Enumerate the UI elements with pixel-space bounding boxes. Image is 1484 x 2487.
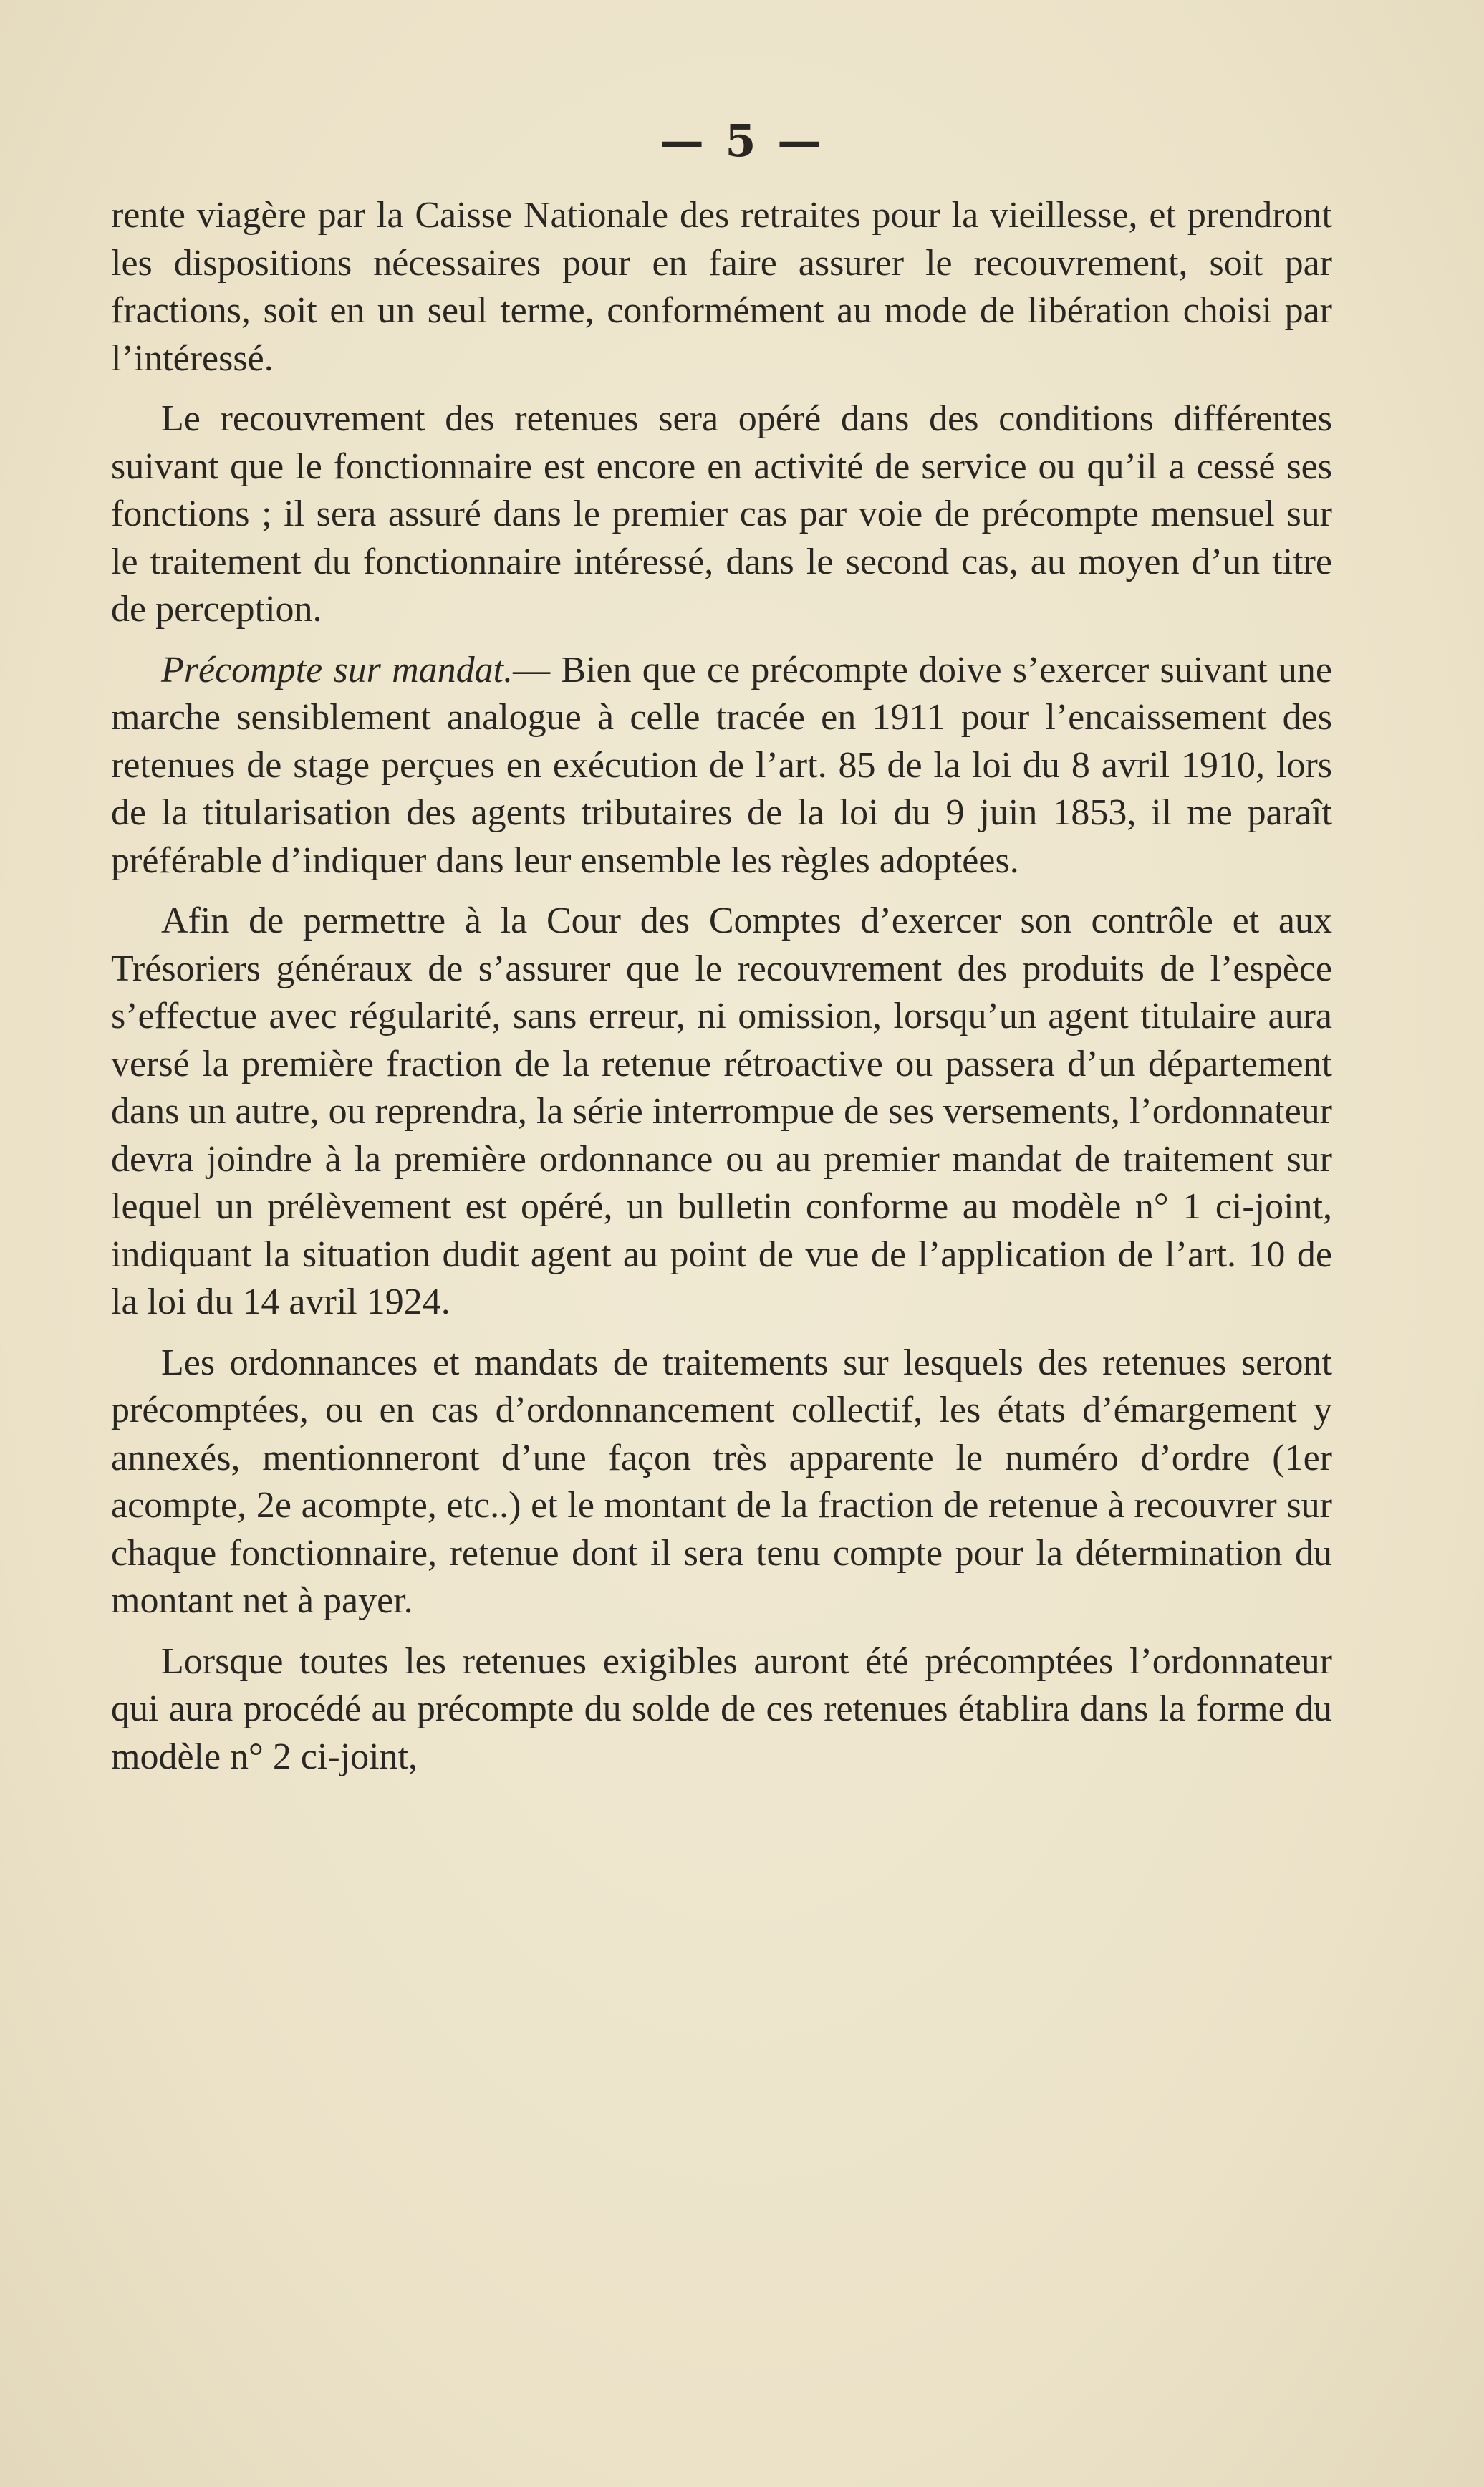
paragraph-5: Les ordonnances et mandats de traitements sur lesquels des retenues seront précomptées, ou en cas d’ordonnancement collectif, les états d’émargement y annexés, mentionneront d’une façon très apparente le numéro d’ordre (1er acompte, 2e acompte, etc..) et le montant de la fraction de retenue à recouvrer sur chaque fonctionnaire, retenue dont il sera tenu compte pour la détermination du montant net à payer. (111, 1342, 1332, 1621)
paragraph-2: Le recouvrement des retenues sera opéré dans des conditions différentes suivant que le fonctionnaire est encore en activité de service ou qu’il a cessé ses fonctions ; il sera assuré dans le premier cas par voie de précompte mensuel sur le traitement du fonctionnaire intéressé, dans le second cas, au moyen d’un titre de perception. (111, 398, 1332, 630)
paragraph-4: Afin de permettre à la Cour des Comptes d’exercer son contrôle et aux Trésoriers généraux de s’assurer que le recouvrement des produits de l’espèce s’effectue avec régularité, sans erreur, ni omission, lorsqu’un agent titulaire aura versé la première fraction de la retenue rétroactive ou passera d’un département dans un autre, ou reprendra, la série interrompue de ses versements, l’ordonnateur devra joindre à la première ordonnance ou au premier mandat de traitement sur lequel un prélèvement est opéré, un bulletin conforme au modèle n° 1 ci-joint, indiquant la situation dudit agent au point de vue de l’application de l’art. 10 de la loi du 14 avril 1924. (111, 900, 1332, 1322)
paragraph-3-heading: Précompte sur mandat. (161, 649, 514, 691)
page-number: — 5 — (659, 115, 825, 167)
paragraph-6: Lorsque toutes les retenues exigibles auront été précomptées l’ordonnateur qui aura procédé au précompte du solde de ces retenues établira dans la forme du modèle n° 2 ci-joint, (111, 1640, 1332, 1777)
paragraph-3-body: — Bien que ce précompte doive s’exercer suivant une marche sensiblement analogue à celle tracée en 1911 pour l’encaissement des retenues de stage perçues en exécution de l’art. 85 de la loi du 8 avril 1910, lors de la titularisation des agents tributaires de la loi du 9 juin 1853, il me paraît préférable d’indiquer dans leur ensemble les règles adoptées. (111, 649, 1332, 881)
paragraph-3 (111, 647, 1332, 885)
paragraph-1: rente viagère par la Caisse Nationale des retraites pour la vieillesse, et prendront les dispositions nécessaires pour en faire assurer le recouvrement, soit par fractions, soit en un seul terme, conformément au mode de libération choisi par l’intéressé. (111, 195, 1332, 379)
body-text (111, 192, 1332, 1794)
